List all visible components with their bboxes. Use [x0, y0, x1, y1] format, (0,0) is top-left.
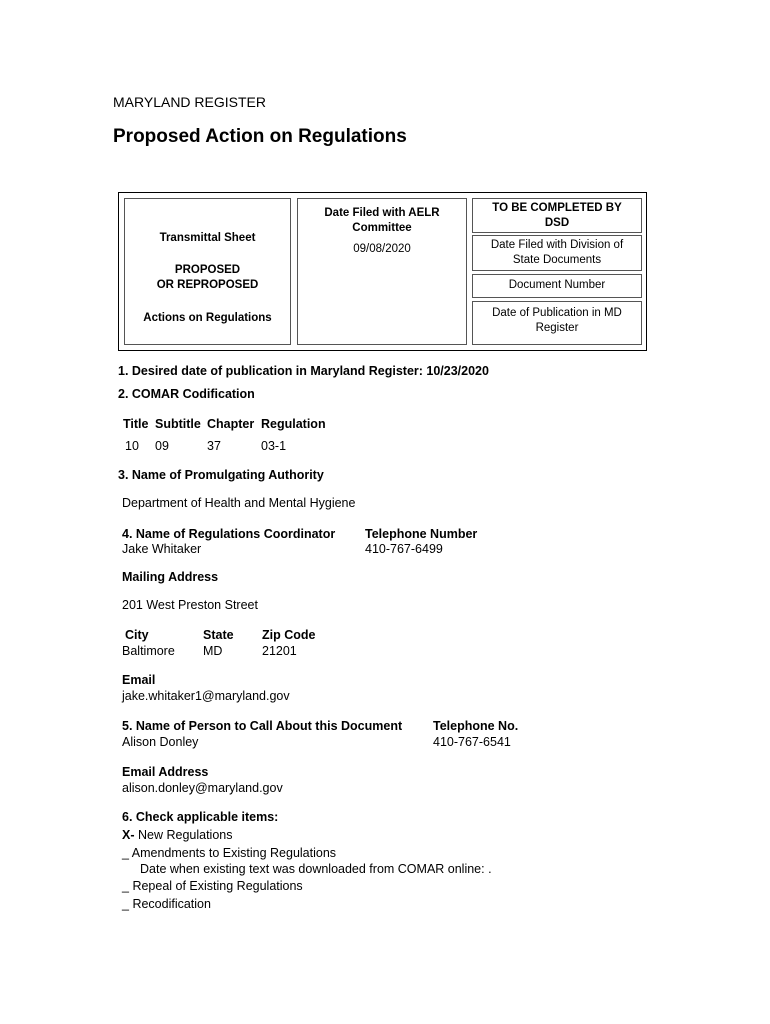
section5-heading: 5. Name of Person to Call About this Document: [122, 719, 403, 733]
transmittal-sheet-label: Transmittal Sheet: [159, 232, 256, 244]
reproposed-label: OR REPROPOSED: [156, 279, 259, 291]
item1-label: New Regulations: [137, 828, 233, 842]
section1-publication-date: 1. Desired date of publication in Maryland Register: 10/23/2020: [118, 364, 489, 378]
page-title: Proposed Action on Regulations: [113, 126, 407, 147]
state-value: MD: [203, 644, 223, 658]
item-amendments: [122, 845, 336, 861]
zip-label: Zip Code: [262, 628, 316, 642]
item-recodification: [122, 896, 211, 912]
mailing-address: 201 West Preston Street: [122, 598, 258, 612]
regulation-value: 03-1: [261, 439, 287, 453]
dsd-heading-line1: TO BE COMPLETED BY: [492, 202, 622, 214]
transmittal-box: [118, 192, 647, 351]
promulgating-authority: Department of Health and Mental Hygiene: [122, 496, 356, 510]
item3-label: Repeal of Existing Regulations: [132, 879, 303, 893]
coordinator-email: jake.whitaker1@maryland.gov: [122, 689, 290, 703]
coordinator-phone-label: Telephone Number: [365, 527, 478, 541]
proposed-label: PROPOSED: [174, 264, 241, 276]
aelr-date-value: 09/08/2020: [353, 243, 411, 255]
item-repeal: [122, 878, 303, 894]
chapter-value: 37: [207, 439, 221, 453]
dsd-heading-line2: DSD: [544, 217, 570, 229]
publication-date-line1: Date of Publication in MD: [492, 307, 622, 319]
item3-mark: _: [122, 879, 129, 893]
col-title-label: Title: [123, 417, 149, 431]
transmittal-sheet-cell: [124, 198, 291, 345]
dsd-date-line2: State Documents: [512, 254, 602, 266]
actions-label: Actions on Regulations: [143, 312, 272, 324]
coordinator-phone: 410-767-6499: [365, 542, 443, 556]
register-header: MARYLAND REGISTER: [113, 94, 266, 110]
section2-heading: 2. COMAR Codification: [118, 387, 255, 401]
state-label: State: [203, 628, 234, 642]
city-value: Baltimore: [122, 644, 175, 658]
contact-email: alison.donley@maryland.gov: [122, 781, 283, 795]
aelr-date-label: [298, 206, 466, 236]
contact-phone-label: Telephone No.: [433, 719, 519, 733]
contact-name: Alison Donley: [122, 735, 199, 749]
item1-mark: X-: [122, 828, 135, 842]
document-number-cell: [472, 274, 642, 298]
aelr-date-cell: [297, 198, 467, 345]
amendments-download-note: Date when existing text was downloaded from COMAR online: .: [140, 862, 492, 876]
col-subtitle-label: Subtitle: [155, 417, 201, 431]
coordinator-email-label: Email: [122, 673, 156, 687]
dsd-date-line1: Date Filed with Division of: [490, 239, 624, 251]
mailing-address-label: Mailing Address: [122, 570, 219, 584]
item2-mark: _: [122, 846, 129, 860]
col-chapter-label: Chapter: [207, 417, 255, 431]
item4-label: Recodification: [132, 897, 211, 911]
item-new-regulations: [122, 827, 232, 843]
coordinator-name: Jake Whitaker: [122, 542, 202, 556]
dsd-heading-cell: [472, 198, 642, 233]
publication-date-cell: [472, 301, 642, 345]
aelr-label-line1: Date Filed with AELR: [324, 207, 440, 219]
dsd-date-cell: [472, 235, 642, 271]
item2-label: Amendments to Existing Regulations: [131, 846, 337, 860]
contact-email-label: Email Address: [122, 765, 209, 779]
section3-heading: 3. Name of Promulgating Authority: [118, 468, 324, 482]
contact-phone: 410-767-6541: [433, 735, 511, 749]
subtitle-value: 09: [155, 439, 169, 453]
title-value: 10: [125, 439, 139, 453]
document-number-label: Document Number: [508, 279, 606, 291]
zip-value: 21201: [262, 644, 297, 658]
section4-heading: 4. Name of Regulations Coordinator: [122, 527, 336, 541]
publication-date-line2: Register: [535, 322, 579, 334]
aelr-label-line2: Committee: [352, 222, 412, 234]
section6-heading: 6. Check applicable items:: [122, 810, 279, 824]
item4-mark: _: [122, 897, 129, 911]
city-label: City: [125, 628, 149, 642]
col-regulation-label: Regulation: [261, 417, 326, 431]
